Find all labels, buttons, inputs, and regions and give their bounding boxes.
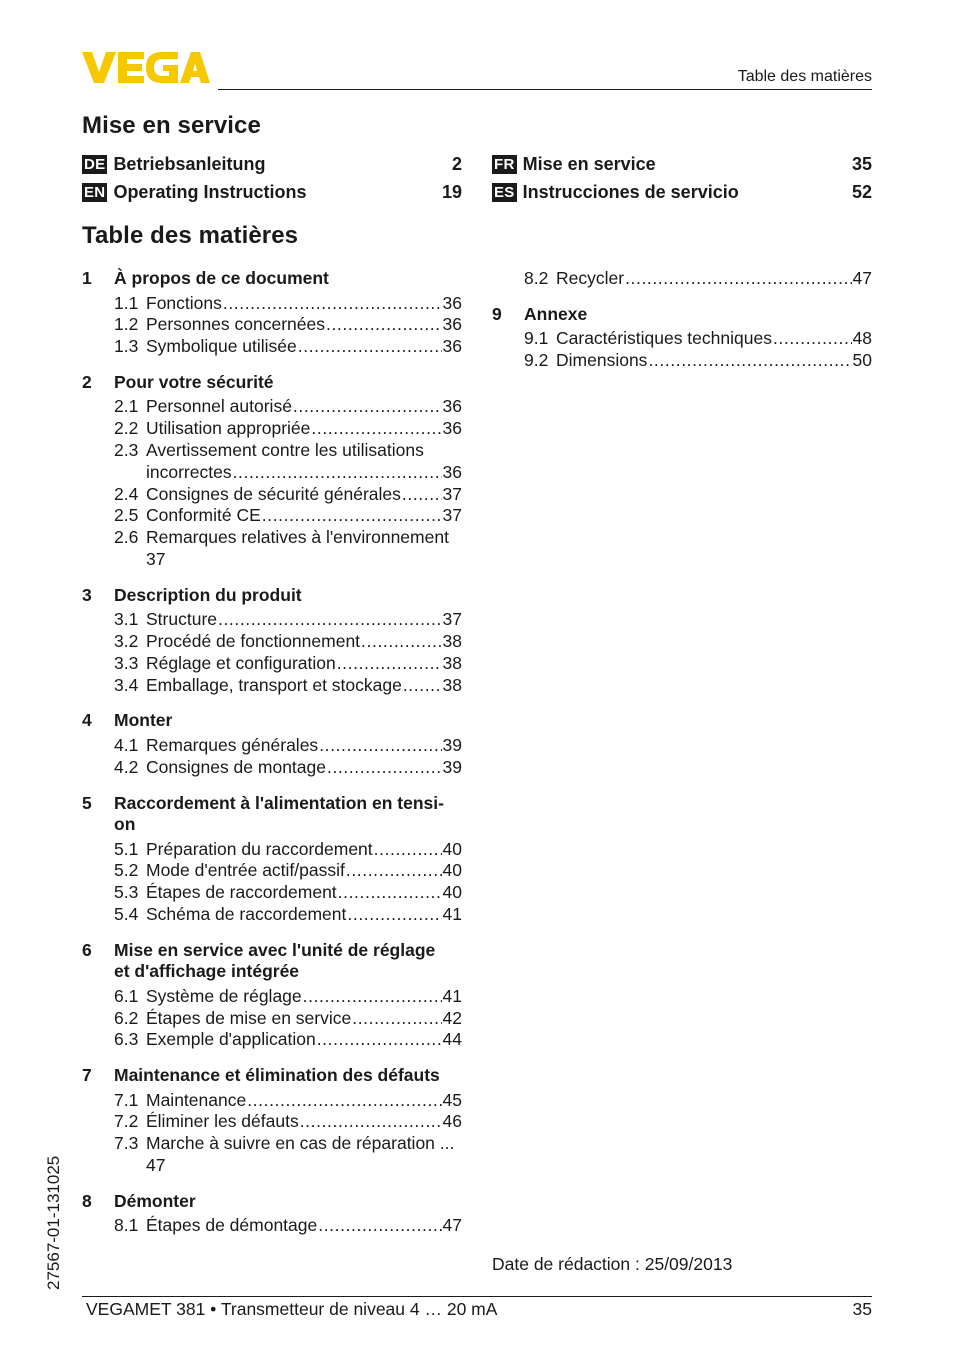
entry-number: 7.1 — [114, 1089, 139, 1110]
section-title — [114, 1065, 462, 1087]
entry-line — [146, 757, 462, 779]
entry-line — [556, 350, 872, 372]
entry-line-1 — [146, 1133, 462, 1155]
entry-page: 40 — [442, 860, 462, 881]
section-title-line-2: on — [114, 814, 136, 835]
section-number: 4 — [82, 710, 92, 731]
dot-leader — [233, 462, 442, 484]
entry-page: 37 — [442, 505, 462, 526]
entry-text: Étapes de mise en service — [146, 1007, 352, 1028]
entry-text: Schéma de raccordement — [146, 903, 347, 924]
section-number: 1 — [82, 268, 92, 288]
entry-line — [146, 1215, 462, 1237]
entry-number: 2.1 — [114, 396, 139, 417]
lang-badge-es: ES — [494, 183, 515, 201]
entry-page: 38 — [442, 652, 462, 673]
section-title — [114, 372, 462, 394]
section-title — [114, 940, 462, 983]
entry-number: 3.4 — [114, 674, 139, 695]
entry-number: 1.2 — [114, 314, 139, 335]
entry-number: 2.6 — [114, 527, 139, 548]
toc-entry[interactable] — [114, 1008, 462, 1030]
entry-text: Avertissement contre les utilisations — [146, 439, 424, 460]
footer-rule — [82, 1296, 872, 1297]
entry-page: 41 — [442, 903, 462, 924]
section-number: 2 — [82, 371, 92, 392]
entry-page: 36 — [442, 292, 462, 313]
dot-leader — [223, 293, 442, 315]
entry-number: 9.1 — [524, 328, 549, 349]
toc-entry[interactable] — [114, 839, 462, 861]
entry-number: 6.2 — [114, 1007, 139, 1028]
footer-page-number: 35 — [852, 1299, 872, 1319]
lang-badge-de: DE — [84, 155, 106, 173]
lang-page: 2 — [451, 153, 462, 174]
section-number: 5 — [82, 792, 92, 813]
lang-row-de[interactable] — [82, 153, 462, 175]
toc-entry[interactable] — [114, 1133, 462, 1177]
lang-page: 35 — [851, 153, 872, 174]
toc-left-column — [82, 268, 462, 1237]
entry-text: Mode d'entrée actif/passif — [146, 860, 345, 881]
entry-number: 5.1 — [114, 838, 139, 859]
section-title — [114, 268, 462, 290]
entry-page: 37 — [442, 483, 462, 504]
entry-page: 40 — [442, 882, 462, 903]
entry-number: 5.4 — [114, 903, 139, 924]
entry-page: 36 — [442, 396, 462, 417]
toc-section-3[interactable] — [82, 585, 462, 607]
toc-entry[interactable] — [114, 675, 462, 697]
toc-entry[interactable] — [114, 1029, 462, 1051]
entry-text-continued: 37 — [146, 548, 166, 569]
dot-leader — [293, 396, 442, 418]
entry-number: 2.4 — [114, 483, 139, 504]
dot-leader — [317, 1029, 442, 1051]
entry-text: Dimensions — [556, 350, 648, 371]
entry-text: Caractéristiques techniques — [556, 328, 772, 349]
entry-number: 6.3 — [114, 1029, 139, 1050]
entry-line-1 — [146, 527, 462, 549]
entry-line — [146, 1111, 462, 1133]
section-title-line: Mise en service avec l'unité de réglage — [114, 939, 436, 960]
entry-line — [146, 1090, 462, 1112]
toc-entry[interactable] — [114, 757, 462, 779]
entry-text: Exemple d'application — [146, 1029, 316, 1050]
toc-entry[interactable] — [114, 505, 462, 527]
toc-entry[interactable] — [114, 735, 462, 757]
toc-section-8[interactable] — [82, 1191, 462, 1213]
dot-leader — [403, 675, 442, 697]
entry-line-2 — [146, 1155, 462, 1177]
entry-text: Personnel autorisé — [146, 396, 292, 417]
entry-line — [556, 268, 872, 290]
entry-text: Préparation du raccordement — [146, 838, 373, 859]
entry-page: 44 — [442, 1029, 462, 1050]
entry-text: Réglage et configuration — [146, 652, 336, 673]
toc-entry[interactable] — [114, 882, 462, 904]
entry-text: Fonctions — [146, 292, 222, 313]
dot-leader — [352, 1008, 441, 1030]
dot-leader — [402, 484, 442, 506]
lang-label: Betriebsanleitung — [113, 153, 266, 174]
date-de-redaction: Date de rédaction : 25/09/2013 — [492, 1254, 733, 1274]
entry-page: 41 — [442, 985, 462, 1006]
dot-leader — [326, 314, 442, 336]
dot-leader — [625, 268, 851, 290]
entry-line-1 — [146, 440, 462, 462]
entry-line — [146, 1029, 462, 1051]
dot-leader — [218, 609, 442, 631]
toc-entry[interactable] — [524, 350, 872, 372]
toc-entry[interactable] — [114, 904, 462, 926]
section-title-line: Annexe — [524, 303, 588, 324]
section-number: 6 — [82, 939, 92, 960]
section-title — [524, 304, 872, 326]
section-title-line: Raccordement à l'alimentation en tensi- — [114, 792, 444, 813]
dot-leader — [319, 735, 441, 757]
dot-leader — [298, 336, 442, 358]
entry-text: Système de réglage — [146, 985, 302, 1006]
toc-section-4[interactable] — [82, 710, 462, 732]
entry-text: Consignes de sécurité générales — [146, 483, 401, 504]
entry-line — [556, 328, 872, 350]
entry-line — [146, 986, 462, 1008]
entry-line-2 — [146, 462, 462, 484]
entry-line — [146, 314, 462, 336]
entry-text: Étapes de démontage — [146, 1215, 318, 1236]
toc-entry[interactable] — [114, 986, 462, 1008]
entry-text: Marche à suivre en cas de réparation ... — [146, 1133, 455, 1154]
lang-row-fr[interactable] — [492, 153, 872, 175]
toc-entry[interactable] — [524, 268, 872, 290]
entry-line — [146, 336, 462, 358]
toc-entry[interactable] — [114, 609, 462, 631]
entry-line — [146, 860, 462, 882]
document-code: 27567-01-131025 — [44, 1155, 63, 1290]
entry-number: 2.3 — [114, 439, 139, 460]
entry-number: 9.2 — [524, 350, 549, 371]
toc-section-7[interactable] — [82, 1065, 462, 1087]
entry-page: 36 — [442, 461, 462, 482]
entry-page: 37 — [442, 609, 462, 630]
dot-leader — [648, 350, 851, 372]
entry-text: Remarques générales — [146, 734, 319, 755]
entry-line — [146, 631, 462, 653]
entry-page: 39 — [442, 756, 462, 777]
toc-entry[interactable] — [114, 1215, 462, 1237]
entry-page: 50 — [852, 350, 872, 371]
entry-page: 40 — [442, 838, 462, 859]
entry-text: Structure — [146, 609, 217, 630]
entry-line — [146, 882, 462, 904]
toc-entry[interactable] — [114, 484, 462, 506]
entry-page: 42 — [442, 1007, 462, 1028]
entry-line — [146, 396, 462, 418]
entry-number: 3.2 — [114, 631, 139, 652]
toc-entry[interactable] — [114, 527, 462, 571]
section-title-line: Monter — [114, 710, 173, 731]
entry-line — [146, 505, 462, 527]
entry-text: Utilisation appropriée — [146, 418, 311, 439]
entry-text: Personnes concernées — [146, 314, 325, 335]
entry-number: 7.3 — [114, 1133, 139, 1154]
heading-mise-en-service: Mise en service — [82, 112, 261, 139]
entry-text: Étapes de raccordement — [146, 882, 337, 903]
section-title-line: À propos de ce document — [114, 268, 329, 288]
vega-logo — [82, 52, 210, 84]
lang-label: Mise en service — [522, 153, 656, 174]
entry-page: 47 — [852, 268, 872, 288]
entry-number: 4.1 — [114, 734, 139, 755]
entry-page: 36 — [442, 418, 462, 439]
entry-number: 1.3 — [114, 336, 139, 357]
entry-number: 3.1 — [114, 609, 139, 630]
lang-row-es[interactable] — [492, 181, 872, 203]
toc-entry[interactable] — [114, 314, 462, 336]
entry-page: 36 — [442, 336, 462, 357]
entry-text: Maintenance — [146, 1089, 247, 1110]
entry-page: 46 — [442, 1111, 462, 1132]
entry-line — [146, 609, 462, 631]
section-title-line: Pour votre sécurité — [114, 371, 274, 392]
entry-page: 38 — [442, 631, 462, 652]
entry-line — [146, 904, 462, 926]
entry-page: 38 — [442, 674, 462, 695]
lang-row-en[interactable] — [82, 181, 462, 203]
toc-entry[interactable] — [114, 418, 462, 440]
dot-leader — [247, 1090, 441, 1112]
entry-text: Recycler — [556, 268, 625, 288]
toc-entry[interactable] — [114, 653, 462, 675]
entry-line — [146, 653, 462, 675]
section-number: 9 — [492, 303, 502, 324]
entry-line — [146, 1008, 462, 1030]
entry-number: 1.1 — [114, 292, 139, 313]
lang-label: Operating Instructions — [113, 181, 307, 202]
entry-line — [146, 484, 462, 506]
entry-line — [146, 735, 462, 757]
toc-entry[interactable] — [114, 440, 462, 484]
toc-entry[interactable] — [114, 631, 462, 653]
entry-number: 8.1 — [114, 1215, 139, 1236]
toc-entry[interactable] — [114, 396, 462, 418]
entry-number: 5.2 — [114, 860, 139, 881]
entry-page: 36 — [442, 314, 462, 335]
entry-page: 47 — [442, 1215, 462, 1236]
dot-leader — [338, 882, 442, 904]
lang-label: Instrucciones de servicio — [522, 181, 739, 202]
toc-entry[interactable] — [524, 328, 872, 350]
running-header-title: Table des matières — [737, 68, 872, 85]
toc-section-1[interactable] — [82, 268, 462, 290]
entry-page: 48 — [852, 328, 872, 349]
toc-entry[interactable] — [114, 1090, 462, 1112]
dot-leader — [318, 1215, 441, 1237]
lang-page: 19 — [441, 181, 462, 202]
entry-text: Symbolique utilisée — [146, 336, 297, 357]
dot-leader — [347, 904, 441, 926]
section-number: 7 — [82, 1065, 92, 1086]
dot-leader — [361, 631, 441, 653]
entry-text-continued: incorrectes — [146, 461, 232, 482]
section-title — [114, 1191, 462, 1213]
toc-entry[interactable] — [114, 1111, 462, 1133]
entry-text: Remarques relatives à l'environnement — [146, 527, 449, 548]
lang-badge-fr: FR — [494, 155, 515, 173]
dot-leader — [327, 757, 442, 779]
entry-page: 45 — [442, 1089, 462, 1110]
entry-page: 39 — [442, 734, 462, 755]
toc-entry[interactable] — [114, 336, 462, 358]
entry-number: 8.2 — [524, 268, 549, 288]
entry-text: Emballage, transport et stockage — [146, 674, 402, 695]
header-rule — [218, 89, 872, 90]
dot-leader — [337, 653, 442, 675]
entry-number: 2.2 — [114, 418, 139, 439]
toc-section-2[interactable] — [82, 372, 462, 394]
entry-text: Conformité CE — [146, 505, 261, 526]
section-title — [114, 710, 462, 732]
dot-leader — [303, 986, 442, 1008]
lang-badge-en: EN — [84, 183, 106, 201]
section-title — [114, 585, 462, 607]
toc-section-6[interactable] — [82, 940, 462, 983]
toc-section-9[interactable] — [492, 304, 872, 326]
dot-leader — [773, 328, 852, 350]
entry-line — [146, 293, 462, 315]
entry-text-continued: 47 — [146, 1155, 166, 1176]
lang-page: 52 — [851, 181, 872, 202]
entry-number: 5.3 — [114, 882, 139, 903]
entry-number: 3.3 — [114, 652, 139, 673]
toc-entry[interactable] — [114, 293, 462, 315]
toc-section-5[interactable] — [82, 793, 462, 836]
dot-leader — [346, 860, 442, 882]
entry-line — [146, 675, 462, 697]
section-title-line: Démonter — [114, 1190, 196, 1211]
entry-number: 7.2 — [114, 1111, 139, 1132]
dot-leader — [262, 505, 442, 527]
heading-table-des-matieres: Table des matières — [82, 222, 299, 249]
section-title — [114, 793, 462, 836]
section-number: 8 — [82, 1190, 92, 1211]
footer-product: VEGAMET 381 • Transmetteur de niveau 4 … 20 mA — [86, 1299, 498, 1319]
section-number: 3 — [82, 584, 92, 605]
entry-line — [146, 418, 462, 440]
entry-text: Consignes de montage — [146, 756, 326, 777]
dot-leader — [300, 1111, 442, 1133]
entry-text: Éliminer les défauts — [146, 1111, 299, 1132]
dot-leader — [374, 839, 442, 861]
dot-leader — [311, 418, 441, 440]
entry-line-2 — [146, 549, 462, 571]
section-title-line: Maintenance et élimination des défauts — [114, 1065, 440, 1086]
entry-line — [146, 839, 462, 861]
toc-entry[interactable] — [114, 860, 462, 882]
entry-number: 4.2 — [114, 756, 139, 777]
section-title-line: Description du produit — [114, 584, 302, 605]
entry-number: 2.5 — [114, 505, 139, 526]
section-title-line-2: et d'affichage intégrée — [114, 961, 300, 982]
entry-text: Procédé de fonctionnement — [146, 631, 361, 652]
toc-right-column — [492, 268, 872, 372]
entry-number: 6.1 — [114, 985, 139, 1006]
